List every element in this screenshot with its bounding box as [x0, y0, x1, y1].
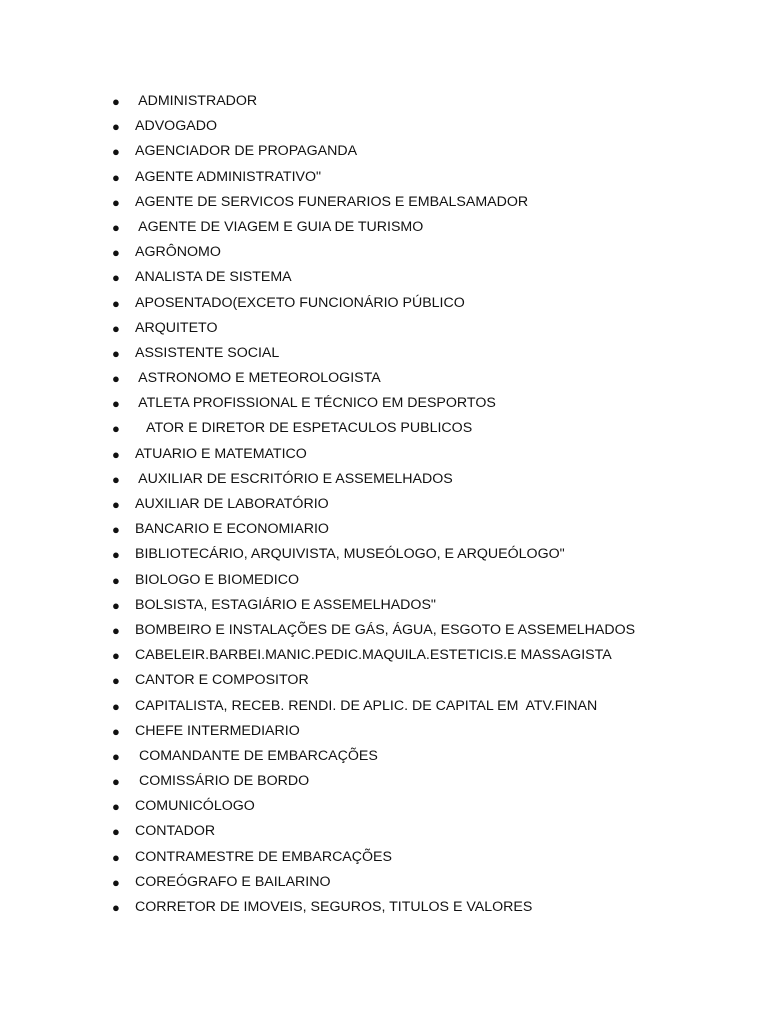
list-item-text: AUXILIAR DE LABORATÓRIO: [135, 496, 329, 512]
bullet-icon: ●: [112, 295, 120, 311]
list-item-text: COREÓGRAFO E BAILARINO: [135, 873, 331, 890]
list-item-text: CONTRAMESTRE DE EMBARCAÇÕES: [135, 848, 392, 865]
list-item-text: AGENTE ADMINISTRATIVO": [135, 168, 322, 185]
bullet-icon: ●: [112, 572, 120, 588]
list-item-text: CORRETOR DE IMOVEIS, SEGUROS, TITULOS E VALORES: [135, 899, 533, 915]
list-item-text: AGENCIADOR DE PROPAGANDA: [135, 143, 358, 160]
bullet-icon: ●: [112, 849, 120, 865]
bullet-icon: ●: [112, 94, 120, 109]
bullet-icon: ●: [112, 144, 120, 160]
bullet-icon: ●: [112, 446, 120, 462]
bullet-icon: ●: [112, 371, 120, 387]
bullet-icon: ●: [112, 119, 120, 135]
list-item-text: ADVOGADO: [135, 118, 217, 135]
bullet-icon: ●: [112, 622, 120, 638]
bullet-icon: ●: [112, 522, 120, 538]
bullet-icon: ●: [112, 169, 120, 185]
list-item-text: ATLETA PROFISSIONAL E TÉCNICO EM DESPORTOS: [135, 395, 496, 412]
list-item-text: CABELEIR.BARBEI.MANIC.PEDIC.MAQUILA.ESTETICIS.E MASSAGISTA: [135, 647, 612, 664]
bullet-icon: ●: [112, 698, 120, 714]
bullet-icon: ●: [112, 874, 120, 890]
bullet-icon: ●: [112, 597, 120, 613]
bullet-icon: ●: [112, 547, 120, 563]
bullet-icon: ●: [112, 245, 120, 261]
bullet-icon: ●: [112, 900, 120, 915]
list-item-text: ASTRONOMO E METEOROLOGISTA: [135, 370, 381, 387]
bullet-icon: ●: [112, 497, 120, 512]
list-item-text: BOMBEIRO E INSTALAÇÕES DE GÁS, ÁGUA, ESGOTO E ASSEMELHADOS: [135, 621, 636, 638]
list-item-text: ATOR E DIRETOR DE ESPETACULOS PUBLICOS: [135, 420, 473, 437]
list-item-text: APOSENTADO(EXCETO FUNCIONÁRIO PÚBLICO: [135, 294, 465, 311]
list-item-text: CANTOR E COMPOSITOR: [135, 672, 309, 689]
bullet-icon: ●: [112, 194, 120, 210]
list-item-text: BIBLIOTECÁRIO, ARQUIVISTA, MUSEÓLOGO, E ARQUEÓLOGO": [135, 546, 565, 563]
list-item-text: COMUNICÓLOGO: [135, 798, 255, 815]
bullet-icon: ●: [112, 748, 120, 764]
list-item-text: ARQUITETO: [135, 319, 218, 336]
list-item-text: AGENTE DE VIAGEM E GUIA DE TURISMO: [135, 218, 424, 235]
bullet-icon: ●: [112, 396, 120, 412]
bullet-icon: ●: [112, 799, 120, 815]
bullet-icon: ●: [112, 320, 120, 336]
bullet-icon: ●: [112, 471, 120, 487]
list-item-text: BIOLOGO E BIOMEDICO: [135, 571, 299, 588]
bullet-icon: ●: [112, 723, 120, 739]
bullet-icon: ●: [112, 824, 120, 840]
list-item-text: ASSISTENTE SOCIAL: [135, 344, 280, 361]
list-item-text: COMISSÁRIO DE BORDO: [135, 773, 310, 790]
list-item-text: ATUARIO E MATEMATICO: [135, 445, 307, 462]
list-item-text: BANCARIO E ECONOMIARIO: [135, 521, 329, 538]
list-item-text: ADMINISTRADOR: [135, 93, 258, 109]
list-item-text: AGENTE DE SERVICOS FUNERARIOS E EMBALSAMADOR: [135, 193, 529, 210]
bullet-icon: ●: [112, 648, 120, 664]
list-item-text: BOLSISTA, ESTAGIÁRIO E ASSEMELHADOS": [135, 596, 436, 613]
bullet-icon: ●: [112, 345, 120, 361]
list-item-text: ANALISTA DE SISTEMA: [135, 269, 292, 286]
list-item-text: CAPITALISTA, RECEB. RENDI. DE APLIC. DE CAPITAL EM ATV.FINAN: [135, 697, 598, 714]
bullet-icon: ●: [112, 673, 120, 689]
list-item-text: AGRÔNOMO: [135, 244, 221, 261]
list-item-text: CHEFE INTERMEDIARIO: [135, 722, 300, 739]
list-item-text: CONTADOR: [135, 823, 216, 840]
bullet-icon: ●: [112, 270, 120, 286]
bullet-icon: ●: [112, 774, 120, 790]
bullet-icon: ●: [112, 219, 120, 235]
list-item-text: AUXILIAR DE ESCRITÓRIO E ASSEMELHADOS: [135, 470, 453, 487]
list-item-text: COMANDANTE DE EMBARCAÇÕES: [135, 747, 378, 764]
bullet-icon: ●: [112, 421, 120, 437]
